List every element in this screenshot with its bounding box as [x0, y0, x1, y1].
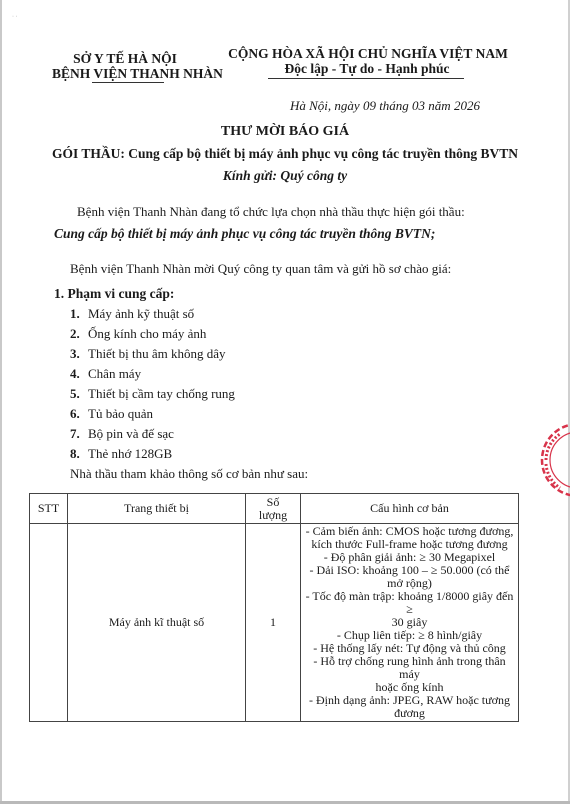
- config-line: - Hỗ trợ chống rung hình ảnh trong thân máy: [313, 654, 506, 681]
- document-date: Hà Nội, ngày 09 tháng 03 năm 2026: [290, 98, 480, 113]
- document-title: THƯ MỜI BÁO GIÁ: [220, 124, 350, 139]
- config-line: - Chụp liên tiếp: ≥ 8 hình/giây: [336, 628, 483, 642]
- list-item-number: 3.: [70, 346, 80, 361]
- list-item: [70, 346, 226, 362]
- spec-table: [29, 493, 519, 722]
- list-item-label: Máy ảnh kỹ thuật số: [88, 306, 195, 321]
- org-line-1: SỞ Y TẾ HÀ NỘI: [73, 51, 177, 66]
- section-heading-scope: 1. Phạm vi cung cấp:: [54, 286, 175, 301]
- config-line: hoặc ống kính: [375, 680, 444, 694]
- list-item-label: Chân máy: [88, 366, 142, 381]
- list-item-number: 6.: [70, 406, 80, 421]
- list-item-number: 7.: [70, 426, 80, 441]
- config-line: đương: [394, 706, 425, 720]
- header-stt: STT: [30, 494, 68, 524]
- table-row: [30, 524, 519, 722]
- header-qty-line2: lượng: [258, 507, 288, 522]
- list-item: [70, 366, 141, 382]
- list-item: [70, 386, 235, 402]
- header-qty-line1: Số: [266, 494, 280, 509]
- nation-motto: Độc lập - Tự do - Hạnh phúc: [284, 61, 450, 76]
- config-line: mở rộng): [387, 576, 432, 590]
- org-line-2: BỆNH VIỆN THANH NHÀN: [52, 66, 223, 81]
- intro-paragraph: Bệnh viện Thanh Nhàn đang tổ chức lựa chọn nhà thầu thực hiện gói thầu:: [77, 204, 465, 219]
- package-title: GÓI THẦU: Cung cấp bộ thiết bị máy ảnh phục vụ công tác truyền thông BVTN: [52, 146, 518, 161]
- greeting: Kính gửi: Quý công ty: [222, 168, 348, 183]
- config-line: - Định dạng ảnh: JPEG, RAW hoặc tương: [309, 693, 510, 707]
- cell-stt: [30, 524, 68, 722]
- cell-config: [301, 524, 519, 722]
- config-line: - Độ phân giải ảnh: ≥ 30 Megapixel: [323, 550, 496, 564]
- list-item: [70, 306, 194, 322]
- list-item: [70, 426, 174, 442]
- page-frame-left: [0, 0, 2, 804]
- config-line: - Hệ thống lấy nét: Tự động và thủ công: [313, 641, 506, 655]
- list-item-number: 5.: [70, 386, 80, 401]
- list-item-label: Bộ pin và đế sạc: [88, 426, 174, 441]
- list-item: [70, 326, 206, 342]
- nation-line-1: CỘNG HÒA XÃ HỘI CHỦ NGHĨA VIỆT NAM: [228, 46, 508, 61]
- scan-dots: · ·: [12, 14, 18, 20]
- red-seal-stamp: [530, 420, 570, 500]
- list-item-number: 8.: [70, 446, 80, 461]
- list-item-label: Tủ bảo quản: [88, 406, 153, 421]
- list-item-number: 2.: [70, 326, 80, 341]
- list-item: [70, 446, 172, 462]
- list-item-number: 4.: [70, 366, 80, 381]
- list-item-label: Thiết bị thu âm không dây: [88, 346, 226, 361]
- package-repeat: Cung cấp bộ thiết bị máy ảnh phục vụ công tác truyền thông BVTN;: [54, 226, 436, 241]
- cell-quantity: 1: [246, 524, 301, 722]
- list-item-number: 1.: [70, 306, 80, 321]
- list-item-label: Thiết bị cầm tay chống rung: [88, 386, 235, 401]
- invite-paragraph: Bệnh viện Thanh Nhàn mời Quý công ty quan tâm và gửi hồ sơ chào giá:: [70, 261, 452, 276]
- config-line: - Tốc độ màn trập: khoảng 1/8000 giây đến ≥: [305, 589, 514, 616]
- config-line: 30 giây: [391, 615, 428, 629]
- list-item-label: Ống kính cho máy ảnh: [88, 326, 207, 341]
- config-line: - Cảm biến ảnh: CMOS hoặc tương đương,: [305, 524, 514, 538]
- header-quantity: [246, 494, 301, 524]
- list-item-label: Thẻ nhớ 128GB: [88, 446, 173, 461]
- config-line: kích thước Full-frame hoặc tương đương: [311, 537, 508, 551]
- header-config: Cấu hình cơ bản: [301, 494, 519, 524]
- cell-device: Máy ảnh kĩ thuật số: [68, 524, 246, 722]
- reference-note: Nhà thầu tham khảo thông số cơ bản như sau:: [70, 466, 309, 481]
- header-device: Trang thiết bị: [68, 494, 246, 524]
- nation-underline: [268, 78, 464, 79]
- table-header-row: [30, 494, 519, 524]
- org-underline: [92, 82, 164, 83]
- list-item: [70, 406, 153, 422]
- config-line: - Dải ISO: khoảng 100 – ≥ 50.000 (có thể: [309, 563, 510, 577]
